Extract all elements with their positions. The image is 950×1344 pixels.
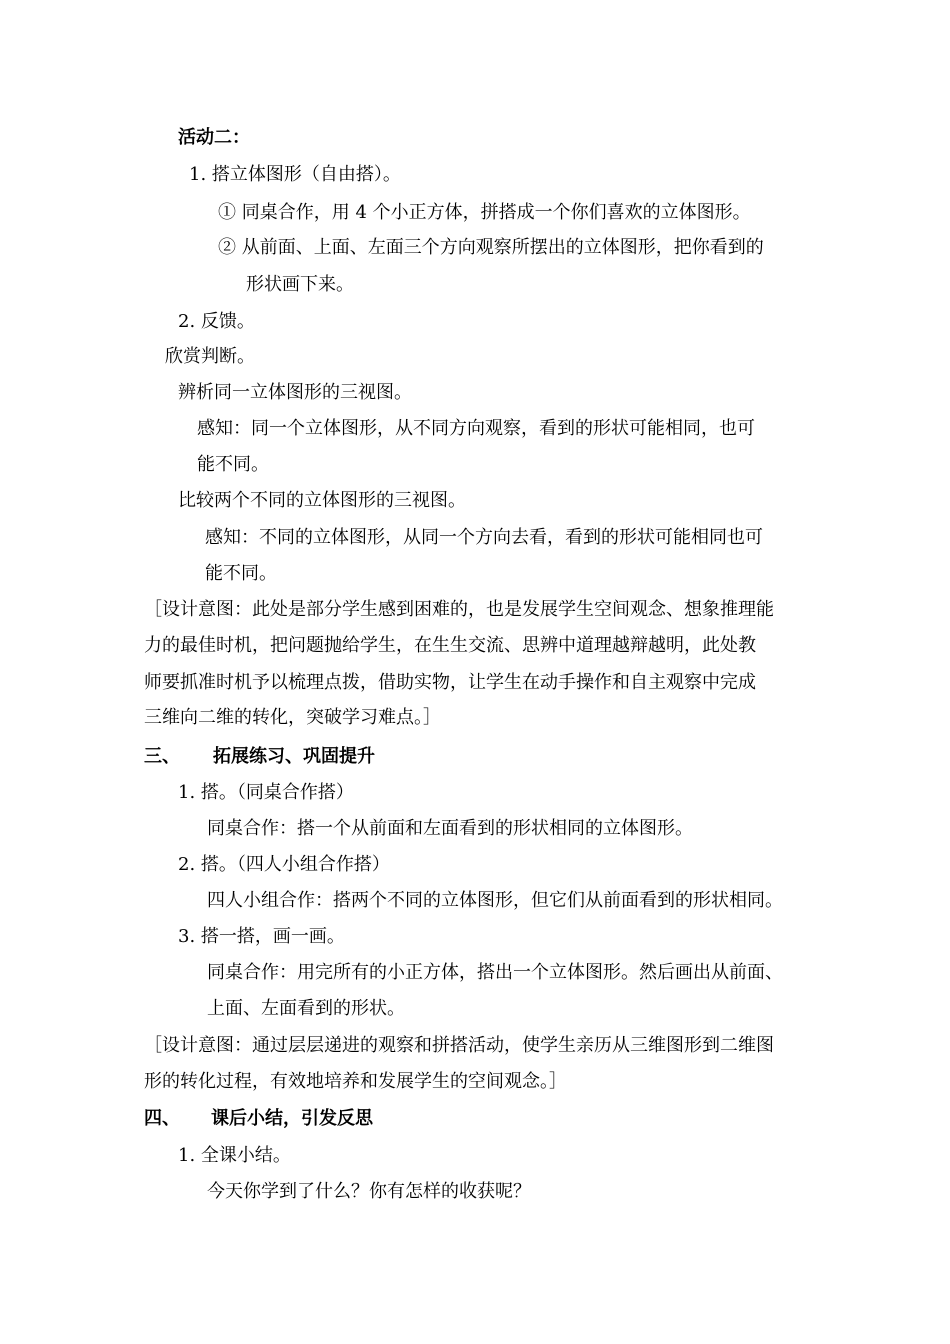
list-item: 2. 搭。（四人小组合作搭）: [178, 854, 390, 875]
text-line: 今天你学到了什么？你有怎样的收获呢？: [207, 1181, 531, 1202]
text-line: 形状画下来。: [246, 274, 354, 295]
design-intent-note: 师要抓准时机予以梳理点拨，借助实物，让学生在动手操作和自主观察中完成: [144, 672, 756, 693]
text-line: 欣赏判断。: [165, 346, 255, 367]
text-line: 辨析同一立体图形的三视图。: [178, 382, 412, 403]
text-line: 同桌合作：搭一个从前面和左面看到的形状相同的立体图形。: [207, 818, 693, 839]
text-line: 能不同。: [205, 563, 277, 584]
list-item: ① 同桌合作，用 4 个小正方体，拼搭成一个你们喜欢的立体图形。: [218, 202, 751, 223]
list-item: 1. 搭。（同桌合作搭）: [178, 782, 354, 803]
activity-two-heading: 活动二：: [178, 127, 250, 148]
list-item: 2. 反馈。: [178, 311, 255, 332]
design-intent-note: ［设计意图：此处是部分学生感到困难的，也是发展学生空间观念、想象推理能: [144, 599, 774, 620]
design-intent-note: 力的最佳时机，把问题抛给学生，在生生交流、思辨中道理越辩越明，此处教: [144, 635, 756, 656]
design-intent-note: 形的转化过程，有效地培养和发展学生的空间观念。］: [144, 1071, 567, 1092]
text-line: 四人小组合作：搭两个不同的立体图形，但它们从前面看到的形状相同。: [207, 890, 783, 911]
design-intent-note: ［设计意图：通过层层递进的观察和拼搭活动，使学生亲历从三维图形到二维图: [144, 1035, 774, 1056]
section-heading: 拓展练习、巩固提升: [213, 746, 375, 767]
design-intent-note: 三维向二维的转化，突破学习难点。］: [144, 707, 441, 728]
list-item: 1. 搭立体图形（自由搭）。: [189, 164, 401, 185]
list-item: ② 从前面、上面、左面三个方向观察所摆出的立体图形，把你看到的: [218, 237, 764, 258]
section-number: 四、: [144, 1108, 180, 1129]
section-number: 三、: [144, 746, 180, 767]
list-item: 3. 搭一搭，画一画。: [178, 926, 345, 947]
text-line: 比较两个不同的立体图形的三视图。: [178, 490, 466, 511]
section-heading: 课后小结，引发反思: [211, 1108, 373, 1129]
text-line: 感知：不同的立体图形，从同一个方向去看，看到的形状可能相同也可: [205, 527, 763, 548]
list-item: 1. 全课小结。: [178, 1145, 291, 1166]
text-line: 能不同。: [197, 454, 269, 475]
text-line: 感知：同一个立体图形，从不同方向观察，看到的形状可能相同，也可: [197, 418, 755, 439]
text-line: 上面、左面看到的形状。: [207, 998, 405, 1019]
text-line: 同桌合作：用完所有的小正方体，搭出一个立体图形。然后画出从前面、: [207, 962, 783, 983]
